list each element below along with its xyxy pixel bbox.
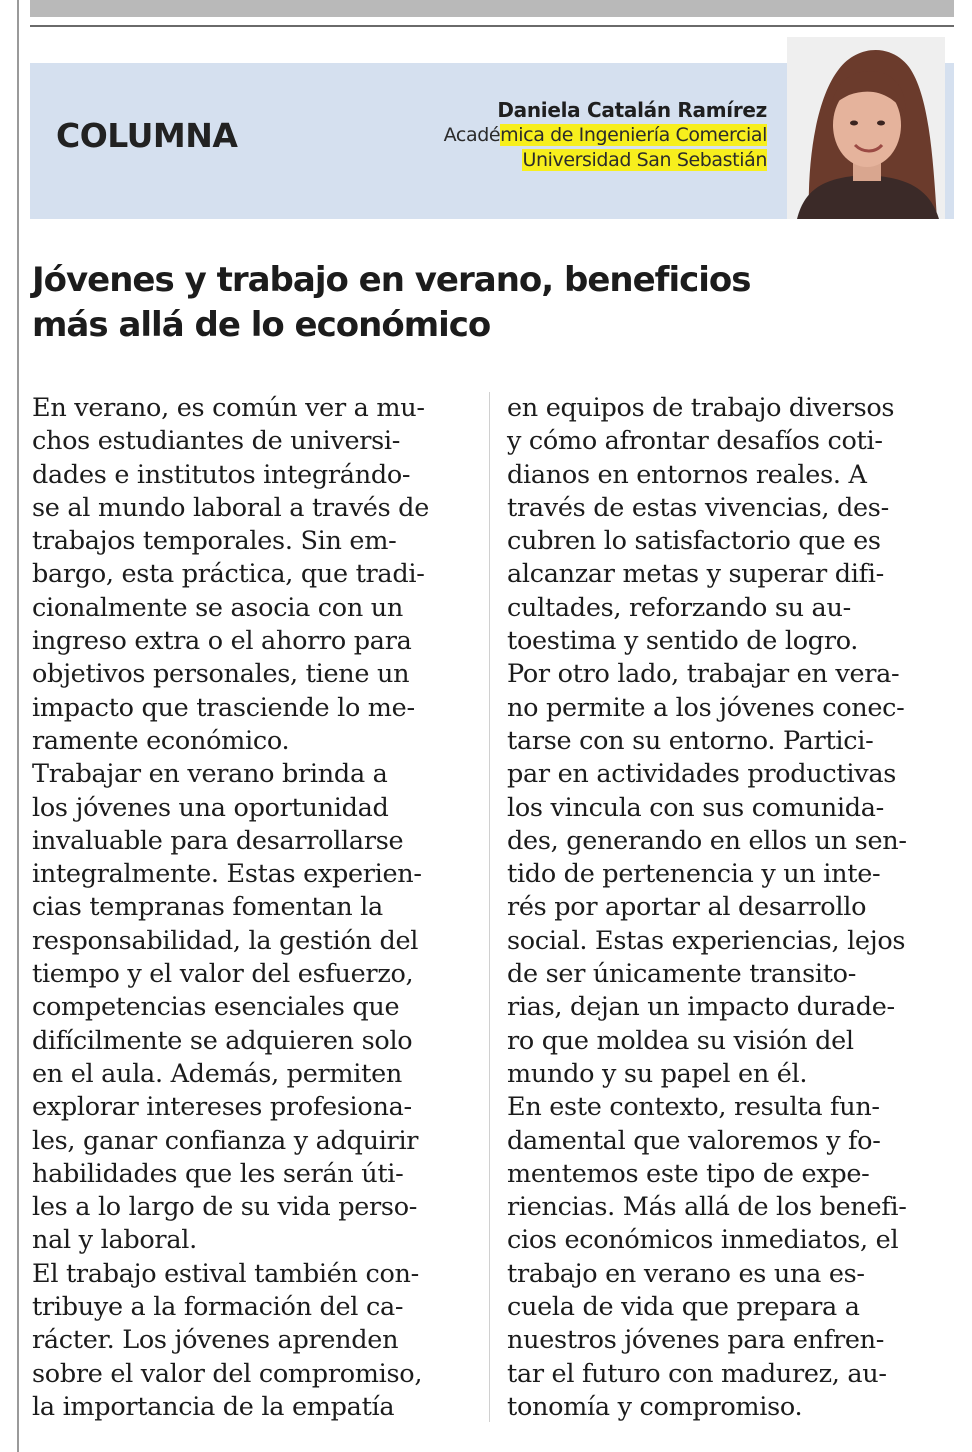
column-divider	[489, 392, 490, 1422]
headline-line-1: Jóvenes y trabajo en verano, beneficios	[32, 260, 751, 300]
section-label: COLUMNA	[56, 116, 238, 155]
paragraph: Por otro lado, trabajar en vera- no permite a los jóvenes conec- tarse con su entorno. Partici- par en actividades productivas los vincula con sus comunida- des, generando en ellos un sen- tido de pertenencia y un inte- rés por aportar al desarrollo social. Estas experiencias, lejos de ser únicamente transito- rias, dejan un impacto durade- ro que moldea su visión del mundo y su papel en él.	[507, 659, 907, 1089]
paragraph: En este contexto, resulta fun- damental que valoremos y fo- mentemos este tipo de expe- riencias. Más allá de los benefi- cios económicos inmediatos, el trabajo en verano es una es- cuela de vida que prepara a nuestros jóvenes para enfren- tar el futuro con madurez, au- tonomía y compromiso.	[507, 1092, 907, 1422]
paragraph: en equipos de trabajo diversos y cómo afrontar desafíos coti- dianos en entornos reales. A través de estas vivencias, des- cubren lo satisfactorio que es alcanzar metas y superar difi- cultades, reforzando su au- toestima y sentido de logro.	[507, 393, 895, 657]
paragraph: El trabajo estival también con- tribuye a la formación del ca- rácter. Los jóvenes aprenden sobre el valor del compromiso, la importancia de la empatía	[32, 1258, 423, 1422]
author-portrait	[787, 37, 945, 219]
author-role-highlighted: mica de Ingeniería Comercial	[500, 124, 767, 146]
author-role	[444, 123, 767, 148]
paragraph: Trabajar en verano brinda a los jóvenes una oportunidad invaluable para desarrollarse integralmente. Estas experien- cias tempranas fomentan la responsabilidad, la gestión del tiempo y el valor del esfuerzo, competencias esenciales que difícilmente se adquieren solo en el aula. Además, permiten explorar intereses profesiona- les, ganar confianza y adquirir habilidades que les serán úti- les a lo largo de su vida perso- nal y laboral.	[32, 759, 422, 1256]
author-institution-highlighted: Universidad San Sebastián	[522, 149, 767, 171]
paragraph: En verano, es común ver a mu- chos estudiantes de universi- dades e institutos integrándo- se al mundo laboral a través de trabajos temporales. Sin em- bargo, esta práctica, que tradi- cionalmente se asocia con un ingreso extra o el ahorro para objetivos personales, tiene un impacto que trasciende lo me- ramente económico.	[32, 393, 429, 756]
headline-line-2: más allá de lo económico	[32, 305, 491, 345]
author-institution	[444, 148, 767, 173]
author-role-start: Acadé	[443, 124, 501, 146]
top-gray-bar	[30, 0, 954, 17]
author-portrait-illustration	[787, 37, 945, 219]
author-name: Daniela Catalán Ramírez	[497, 98, 767, 122]
article-headline	[32, 258, 792, 348]
article-column-right	[507, 392, 952, 1424]
top-rule	[30, 25, 954, 27]
byline	[444, 98, 767, 173]
article-column-left	[32, 392, 477, 1424]
page-left-rule	[17, 0, 19, 1452]
